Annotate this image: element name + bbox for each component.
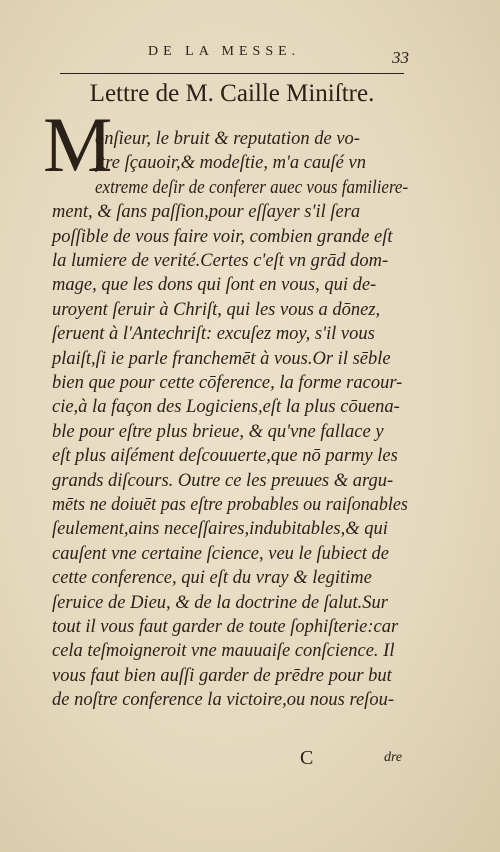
text-line: ble pour eſtre plus brieue, & qu'vne fallace y	[52, 421, 384, 442]
text-line: cela teſmoigneroit vne mauuaiſe conſcience. Il	[52, 641, 395, 662]
running-head: DE LA MESSE.	[148, 44, 301, 59]
text-line: vous faut bien auſſi garder de prēdre pour but	[52, 665, 392, 686]
page-number: 33	[392, 48, 409, 67]
text-line: plaiſt,ſi ie parle franchemēt à vous.Or il sēble	[52, 348, 391, 369]
text-line: ſtre ſçauoir,& modeſtie, m'a cauſé vn	[95, 153, 366, 174]
text-line: bien que pour cette cōference, la forme racour-	[52, 373, 403, 393]
header-rule	[60, 73, 404, 74]
text-line: uroyent ſeruir à Chriſt, qui les vous a dōnez,	[52, 299, 381, 320]
text-line: ment, & ſans paſſion,pour eſſayer s'il ſera	[52, 202, 361, 223]
text-line: ſeruice de Dieu, & de la doctrine de ſalut.Sur	[52, 592, 389, 613]
text-line: cie,à la façon des Logiciens,eſt la plus cōuena-	[52, 397, 400, 418]
text-line: ſeulement,ains neceſſaires,indubitables,& qui	[52, 519, 388, 540]
text-line: la lumiere de verité.Certes c'eſt vn grād dom-	[52, 251, 389, 271]
letter-title: Lettre de M. Caille Miniſtre.	[89, 80, 375, 107]
text-line: mēts ne doiuēt pas eſtre probables ou raiſonables	[52, 495, 408, 515]
text-line: extreme deſir de conferer auec vous familiere-	[95, 177, 409, 198]
text-line: mage, que les dons qui ſont en vous, qui de-	[52, 275, 377, 296]
text-line: onſieur, le bruit & reputation de vo-	[95, 129, 360, 149]
text-line: tout il vous faut garder de toute ſophiſterie:car	[52, 617, 399, 637]
text-line: eſt plus aiſément deſcouuerte,que nō parmy les	[52, 446, 398, 467]
signature-mark: C	[300, 747, 314, 769]
catchword: dre	[384, 750, 403, 765]
text-line: poſſible de vous faire voir, combien grande eſt	[52, 226, 393, 247]
text-line: ſeruent à l'Antechriſt: excuſez moy, s'il vous	[52, 324, 375, 345]
text-line: cette conference, qui eſt du vray & legitime	[52, 568, 372, 589]
text-line: cauſent vne certaine ſcience, veu le ſubiect de	[52, 543, 389, 564]
drop-cap: M	[43, 101, 113, 188]
text-line: de noſtre conference la victoire,ou nous reſou-	[52, 690, 394, 711]
text-line: grands diſcours. Outre ce les preuues & argu-	[52, 470, 394, 491]
